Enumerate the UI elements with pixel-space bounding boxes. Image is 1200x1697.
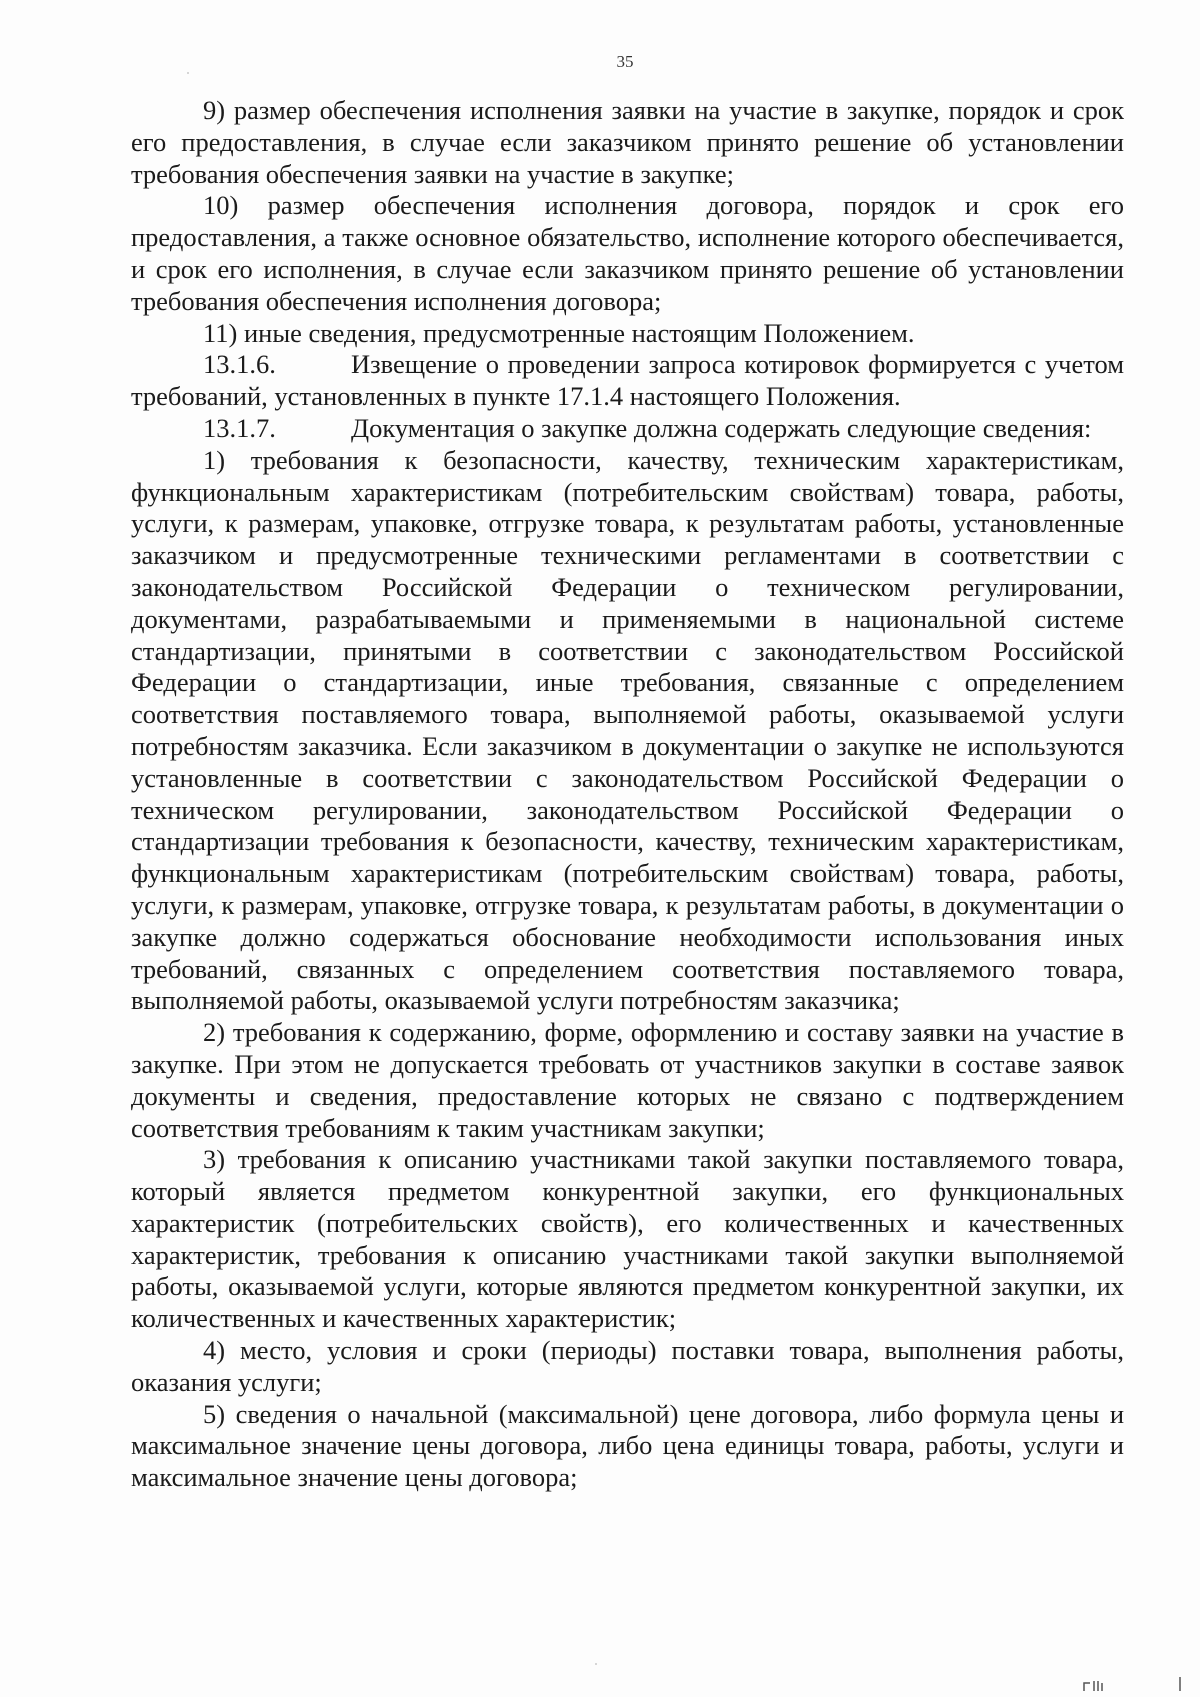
page-number: 35 (616, 52, 634, 71)
scan-speck (595, 1663, 597, 1665)
document-body (131, 95, 1124, 1494)
scan-edge-mark (1076, 1671, 1186, 1693)
requirement-item-1: 1) требования к безопасности, качеству, техническим характеристикам, функциональным характеристикам (потребительским свойствам) товара, работы, услуги, к размерам, упаковке, отгрузке товара, к результатам работы, установленные заказчиком и предусмотренные техническими регламентами в соответствии с законодательством Российской Федерации о техническом регулировании, документами, разрабатываемыми и применяемыми в национальной системе стандартизации, принятыми в соответствии с законодательством Российской Федерации о стандартизации, иные требования, связанные с определением соответствия поставляемого товара, выполняемой работы, оказываемой услуги потребностям заказчика. Если заказчиком в документации о закупке не используются установленные в соответствии с законодательством Российской Федерации о техническом регулировании, законодательством Российской Федерации о стандартизации требования к безопасности, качеству, техническим характеристикам, функциональным характеристикам (потребительским свойствам) товара, работы, услуги, к размерам, упаковке, отгрузке товара, к результатам работы, в документации о закупке должно содержаться обоснование необходимости использования иных требований, связанных с определением соответствия поставляемого товара, выполняемой работы, оказываемой услуги потребностям заказчика; (131, 444, 1124, 1016)
requirement-item-2: 2) требования к содержанию, форме, оформлению и составу заявки на участие в закупке. При этом не допускается требовать от участников закупки в составе заявок документы и сведения, предоставление которых не связано с подтверждением соответствия требованиям к таким участникам закупки; (131, 1017, 1124, 1143)
scan-speck (187, 72, 189, 74)
list-item-10: 10) размер обеспечения исполнения договора, порядок и срок его предоставления, а также основное обязательство, исполнение которого обеспечивается, и срок его исполнения, в случае если заказчиком принято решение об установлении требования обеспечения исполнения договора; (131, 190, 1124, 316)
requirement-item-3: 3) требования к описанию участниками такой закупки поставляемого товара, который является предметом конкурентной закупки, его функциональных характеристик (потребительских свойств), его количественных и качественных характеристик, требования к описанию участниками такой закупки выполняемой работы, оказываемой услуги, которые являются предметом конкурентной закупки, их количественных и качественных характеристик; (131, 1144, 1124, 1334)
list-item-9: 9) размер обеспечения исполнения заявки на участие в закупке, порядок и срок его предоставления, в случае если заказчиком принято решение об установлении требования обеспечения заявки на участие в закупке; (131, 95, 1124, 189)
clause-text: Документация о закупке должна содержать следующие сведения: (351, 412, 1092, 443)
clause-number: 13.1.7. (203, 412, 276, 443)
list-item-11: 11) иные сведения, предусмотренные настоящим Положением. (203, 317, 915, 348)
requirement-item-4: 4) место, условия и сроки (периоды) поставки товара, выполнения работы, оказания услуги; (131, 1335, 1124, 1397)
clause-number: 13.1.6. (203, 349, 276, 380)
clause-13-1-6 (131, 349, 1124, 413)
clause-text: Извещение о проведении запроса котировок формируется с учетом требований, установленных в пункте 17.1.4 настоящего Положения. (131, 349, 1124, 412)
requirement-item-5: 5) сведения о начальной (максимальной) цене договора, либо формула цены и максимальное значение цены договора, либо цена единицы товара, работы, услуги и максимальное значение цены договора; (131, 1398, 1124, 1493)
clause-13-1-7 (131, 413, 1124, 445)
